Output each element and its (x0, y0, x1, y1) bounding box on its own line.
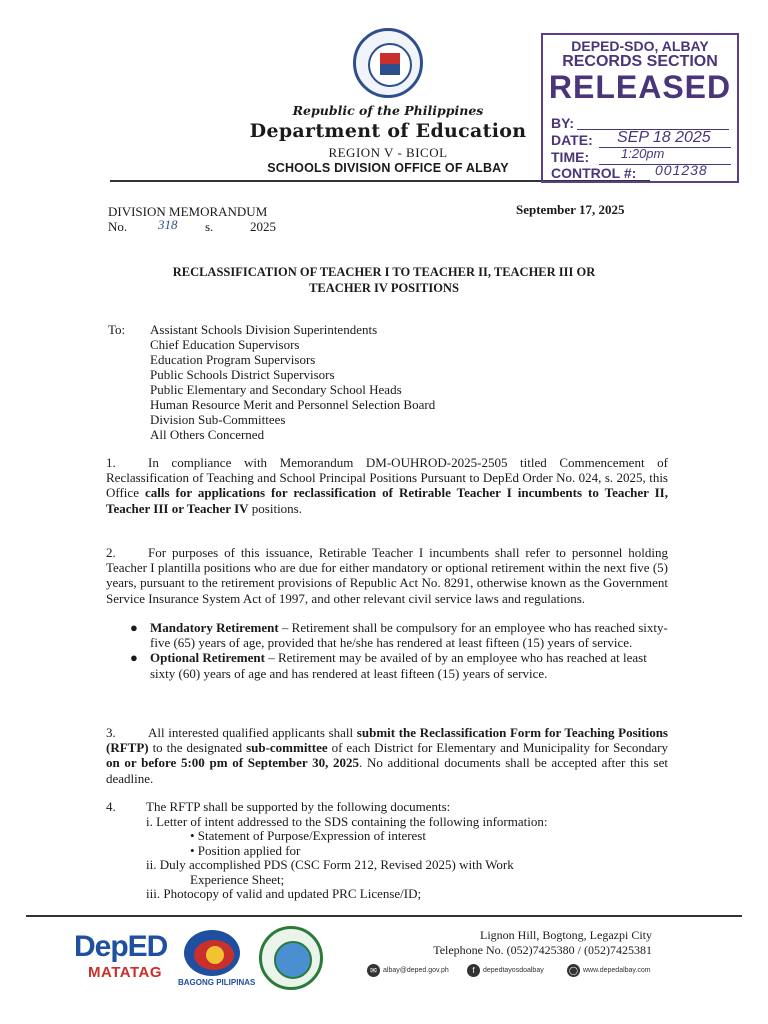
stamp-time-value: 1:20pm (621, 146, 665, 161)
stamp-by-label: BY: (551, 115, 575, 131)
stamp-section: RECORDS SECTION (562, 53, 718, 70)
paragraph-bold: submit the Reclassification Form for Teaching Positions (RFTP) (106, 725, 668, 756)
paragraph-bold: on or before 5:00 pm of September 30, 2025 (106, 755, 360, 771)
recipient-item: Division Sub-Committees (150, 412, 286, 427)
document-subitem: • Position applied for (190, 842, 301, 858)
email-text: albay@deped.gov.ph (383, 967, 449, 974)
bullet-text: – Retirement shall be compulsory for an employee who has reached sixty-five (65) years of age, provided that he/she has rendered at least fifteen (15) years of service. (150, 620, 668, 651)
office-name: SCHOOLS DIVISION OFFICE OF ALBAY (267, 161, 509, 175)
paragraph-number: 3. (106, 725, 116, 740)
stamp-date-line (599, 147, 731, 148)
stamp-control-label: CONTROL #: (551, 165, 637, 181)
sdo-albay-seal-icon (259, 926, 323, 990)
stamp-status: RELEASED (548, 69, 732, 105)
stamp-time-label: TIME: (551, 149, 590, 165)
paragraph-3 (106, 725, 668, 786)
contact-facebook[interactable] (467, 964, 544, 977)
region-line: REGION V - BICOL (328, 145, 448, 160)
paragraph-text: In compliance with Memorandum DM-OUHROD-2025-2505 titled Commencement of Reclassification of Teaching and School Principal Positions Pursuant to DepEd Order No. 024, s. 2025, this Office (106, 455, 668, 501)
bullet-term: Optional Retirement (150, 650, 265, 666)
paragraph-number: 2. (106, 545, 116, 560)
to-label: To: (108, 322, 126, 337)
recipient-list (150, 322, 435, 442)
list-item (128, 620, 668, 650)
document-item: iii. Photocopy of valid and updated PRC License/ID; (146, 886, 422, 901)
subject-line-2: TEACHER IV POSITIONS (309, 281, 459, 295)
bullet-term: Mandatory Retirement (150, 620, 279, 635)
paragraph-text: of each District for Elementary and Municipality for Secondary (327, 740, 668, 756)
document-item: ii. Duly accomplished PDS (CSC Form 212, Revised 2025) with Work (146, 857, 514, 872)
bagong-pilipinas-logo-icon (184, 930, 240, 976)
email-icon: ✉ (367, 964, 380, 977)
memo-year: 2025 (250, 219, 276, 234)
stamp-date-value: SEP 18 2025 (617, 129, 711, 146)
office-telephone: Telephone No. (052)7425380 / (052)7425381 (433, 943, 652, 957)
paragraph-text: For purposes of this issuance, Retirable Teacher I incumbents shall refer to personnel holding Teacher I plantilla positions who are due for either mandatory or optional retirement within the next five (5) years, pursuant to the retirement provisions of Republic Act No. 8291, otherwise known as the Government Service Insurance System Act of 1997, and other relevant civil service laws and regulations. (106, 545, 668, 606)
retirement-types-list (128, 620, 668, 681)
facebook-text: depedtayosdoalbay (483, 967, 544, 974)
document-subitem: • Statement of Purpose/Expression of interest (190, 828, 426, 843)
website-text: www.depedalbay.com (583, 967, 651, 974)
recipient-item: Assistant Schools Division Superintendents (150, 322, 378, 337)
stamp-control-value: 001238 (655, 162, 708, 178)
paragraph-number: 1. (106, 455, 116, 470)
bullet-text: – Retirement may be availed of by an employee who has reached at least sixty (60) years of age and has rendered at least fifteen (15) years of service. (150, 650, 647, 681)
paragraph-text: to the designated (148, 740, 247, 756)
paragraph-2 (106, 545, 668, 606)
bagong-pilipinas-text: BAGONG PILIPINAS (178, 978, 256, 987)
bullet-icon: ● (130, 650, 138, 666)
stamp-office: DEPED-SDO, ALBAY (571, 38, 709, 54)
paragraph-text: The RFTP shall be supported by the following documents: (146, 799, 451, 814)
paragraph-text: . No additional documents shall be accepted after this set deadline. (106, 755, 668, 786)
document-item: i. Letter of intent addressed to the SDS containing the following information: (146, 813, 548, 829)
stamp-date-label: DATE: (551, 132, 593, 148)
deped-seal-icon (353, 28, 423, 98)
facebook-icon: f (467, 964, 480, 977)
paragraph-bold: sub-committee (246, 740, 328, 756)
paragraph-1 (106, 455, 668, 516)
memo-date: September 17, 2025 (516, 202, 625, 217)
document-item-continued: Experience Sheet; (190, 871, 285, 887)
deped-logo: DepED (74, 930, 168, 963)
bullet-icon: ● (130, 620, 138, 635)
paragraph-bold: calls for applications for reclassification of Retirable Teacher I incumbents to Teacher II, Teacher III or Teacher IV (106, 485, 668, 516)
subject-line-1: RECLASSIFICATION OF TEACHER I TO TEACHER II, TEACHER III OR (172, 265, 596, 279)
globe-icon: ◯ (567, 964, 580, 977)
recipient-item: Public Elementary and Secondary School Heads (150, 382, 402, 397)
footer-divider (26, 915, 742, 917)
matatag-logo: MATATAG (88, 964, 163, 981)
paragraph-4-number: 4. (106, 799, 116, 814)
office-address: Lignon Hill, Bogtong, Legazpi City (480, 928, 652, 942)
paragraph-text: All interested qualified applicants shall (148, 725, 357, 740)
list-item (128, 650, 668, 680)
recipient-item: Public Schools District Supervisors (150, 367, 335, 382)
recipient-item: Education Program Supervisors (150, 352, 316, 367)
contact-website[interactable] (567, 964, 651, 977)
memo-no-label: No. (108, 219, 128, 234)
recipient-item: Chief Education Supervisors (150, 337, 300, 352)
paragraph-tail: positions. (248, 500, 302, 516)
republic-line: Republic of the Philippines (292, 103, 484, 118)
paragraph-4 (146, 800, 646, 902)
department-name: Department of Education (249, 120, 527, 142)
contact-email[interactable] (367, 964, 449, 977)
records-released-stamp (541, 33, 739, 183)
memo-type: DIVISION MEMORANDUM (108, 204, 268, 219)
memo-number: 318 (158, 217, 178, 232)
memo-subject (100, 264, 668, 296)
recipient-item: All Others Concerned (150, 427, 265, 442)
recipient-item: Human Resource Merit and Personnel Selection Board (150, 397, 436, 412)
memo-series-label: s. (205, 219, 214, 234)
